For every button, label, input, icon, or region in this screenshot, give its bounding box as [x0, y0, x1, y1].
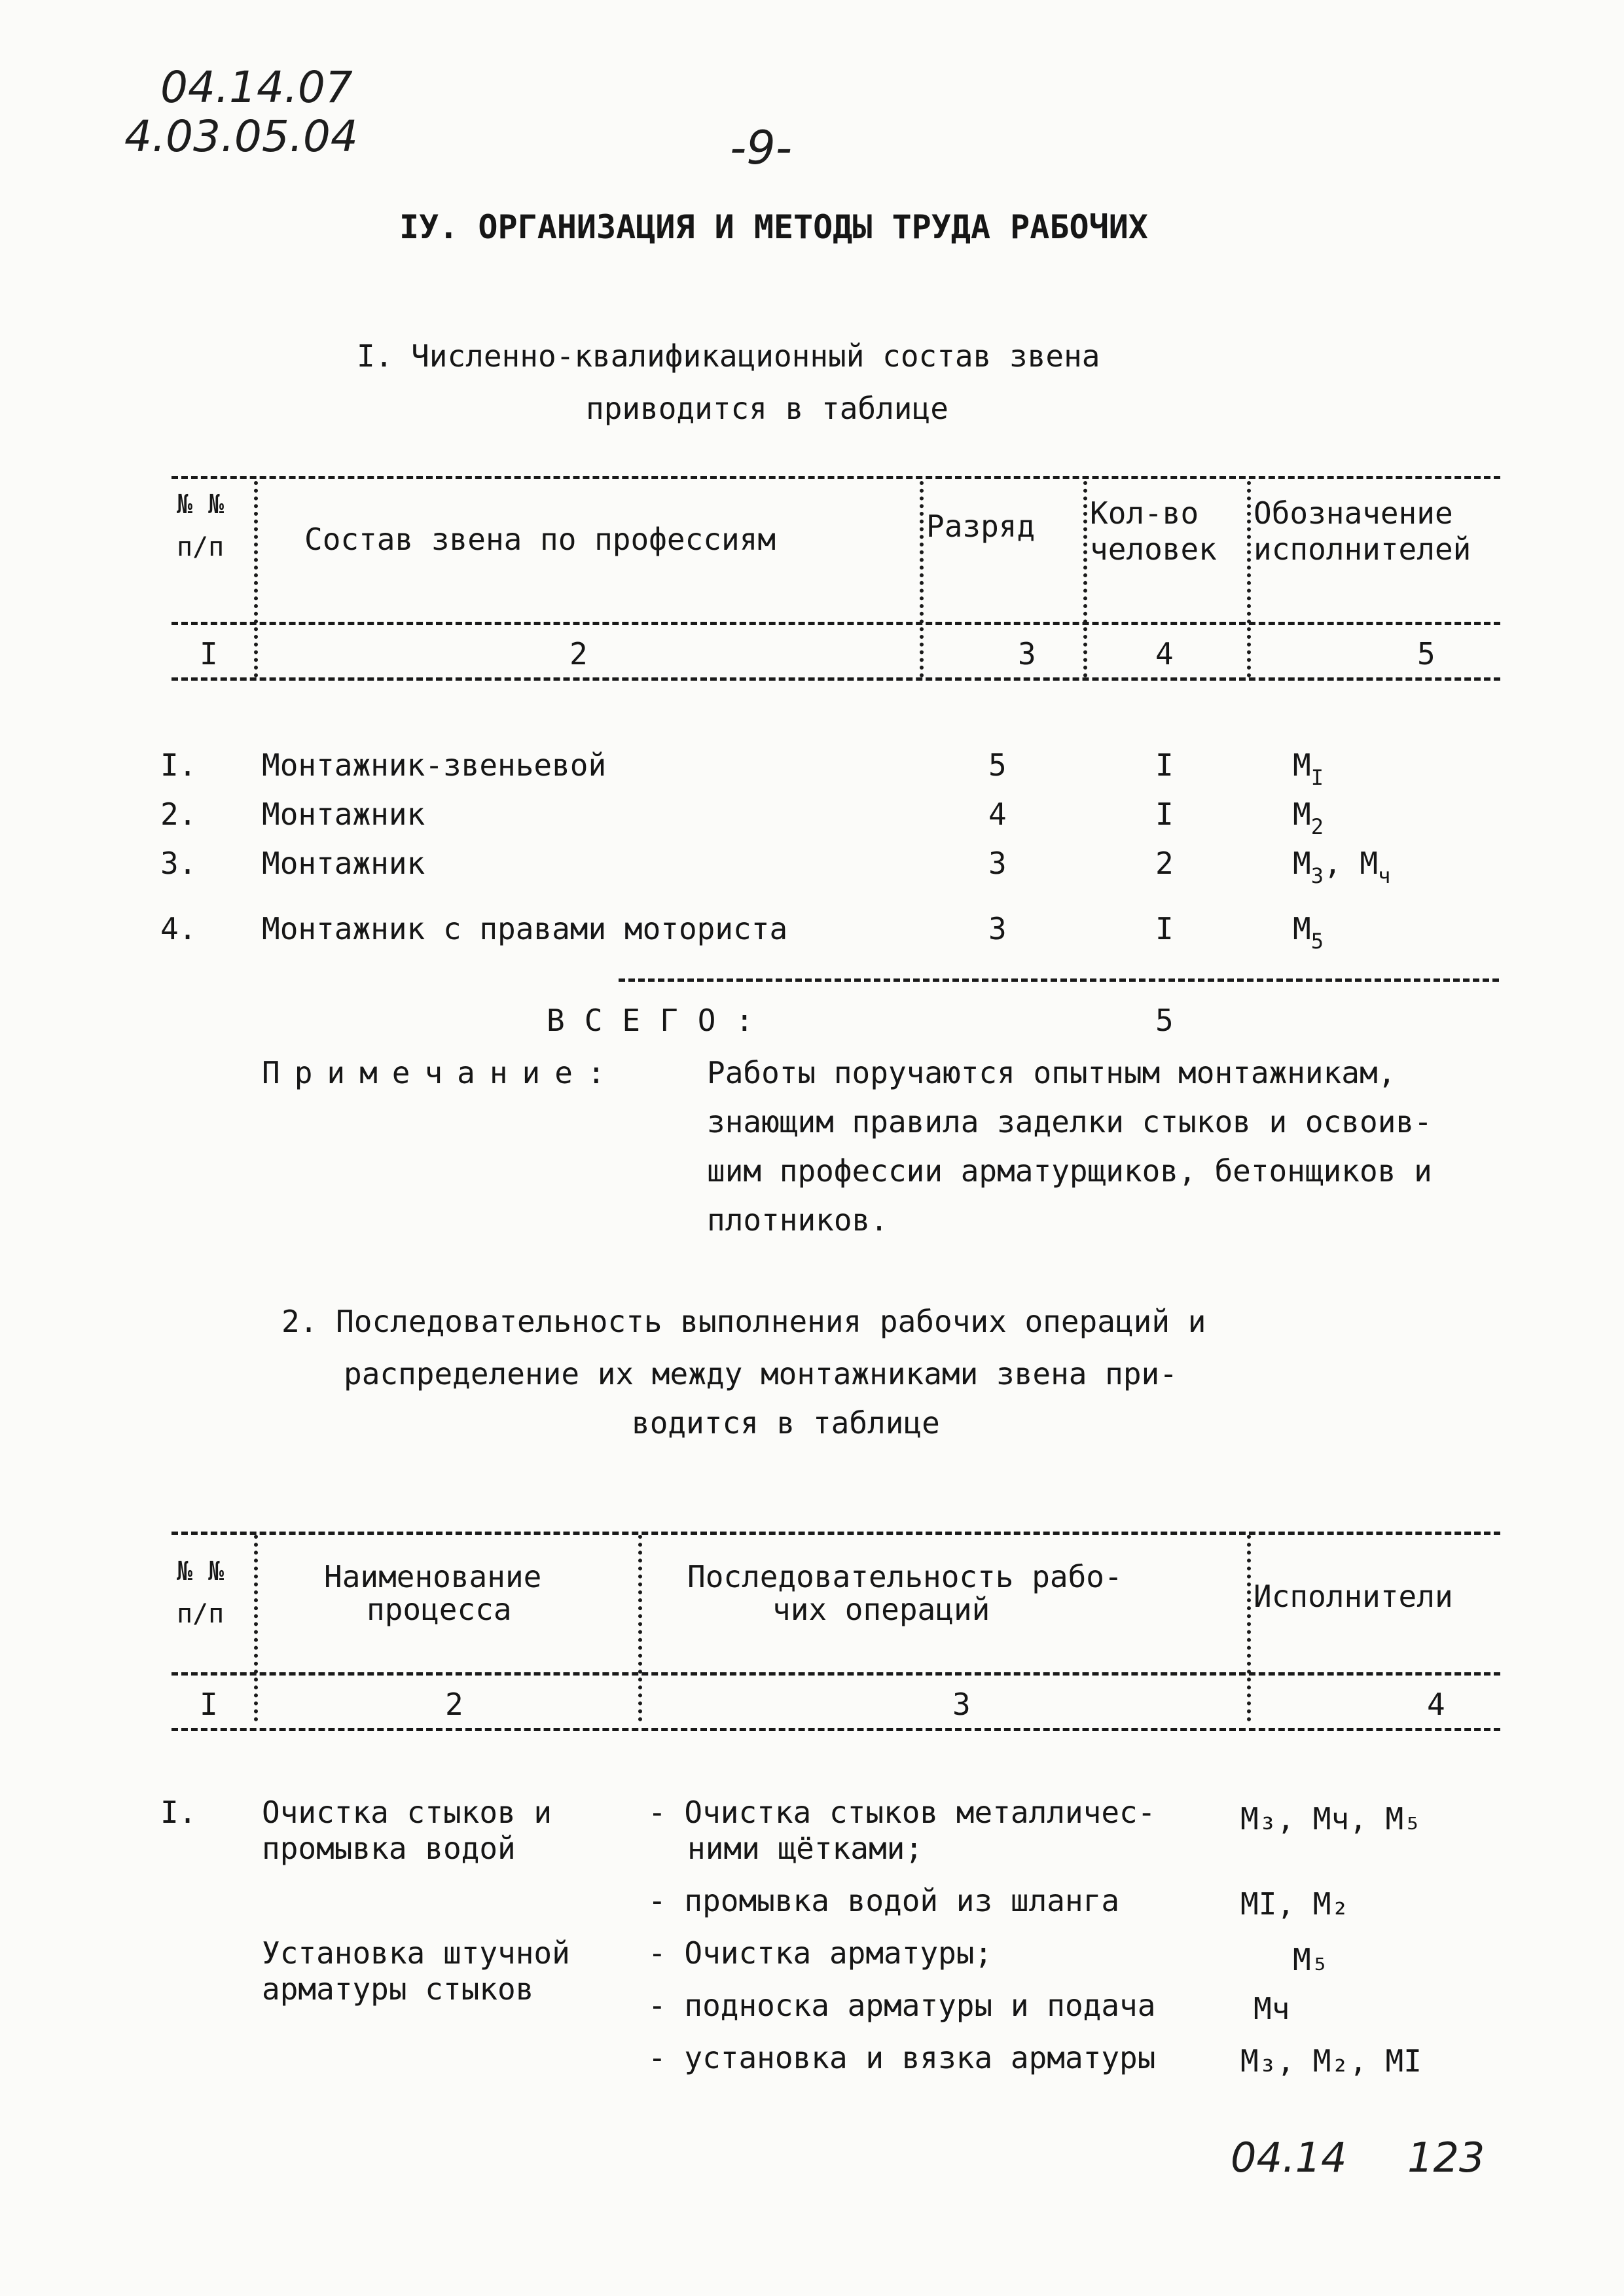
table2-mid-rule: [171, 1672, 1500, 1676]
table2-colnum-3: 3: [952, 1687, 971, 1722]
table1-header-exec-a: Обозначение: [1254, 495, 1453, 531]
note-line: знающим правила заделки стыков и освоив-: [707, 1104, 1432, 1139]
table1-header-profession: Состав звена по профессиям: [304, 522, 776, 557]
note-label: Примечание:: [262, 1055, 620, 1090]
operation: ними щётками;: [687, 1831, 924, 1866]
total-rule: [619, 978, 1499, 982]
note-line: плотников.: [707, 1202, 888, 1238]
executors: М₃, М₂, МI: [1240, 2043, 1422, 2079]
handwritten-bottom-code: 04.14: [1231, 2134, 1347, 2181]
row-number: 4.: [160, 911, 197, 946]
note-line: Работы поручаются опытным монтажникам,: [707, 1055, 1396, 1090]
table2-header-exec: Исполнители: [1254, 1579, 1453, 1614]
table1-colnum-3: 3: [1018, 636, 1036, 672]
process-name: промывка водой: [262, 1831, 516, 1866]
row-number: 3.: [160, 846, 197, 881]
row-profession: Монтажник: [262, 797, 425, 832]
table2-header-process-b: процесса: [367, 1592, 512, 1627]
total-value: 5: [1155, 1003, 1174, 1038]
operation: - Очистка стыков металличес-: [648, 1795, 1156, 1830]
row-count: 2: [1155, 846, 1174, 881]
row-count: I: [1155, 797, 1174, 832]
row-profession: Монтажник с правами моториста: [262, 911, 788, 946]
row-designation: $М_3$, $М_ч$: [1293, 846, 1391, 888]
table1-mid-rule: [171, 622, 1500, 625]
note-line: шим профессии арматурщиков, бетонщиков и: [707, 1153, 1432, 1189]
operation: - подноска арматуры и подача: [648, 1988, 1156, 2023]
table1-colnum-5: 5: [1417, 636, 1435, 672]
row-profession: Монтажник: [262, 846, 425, 881]
operation: - промывка водой из шланга: [648, 1883, 1120, 1918]
table1-top-rule: [171, 476, 1500, 479]
row-count: I: [1155, 911, 1174, 946]
table2-header-num-a: № №: [177, 1556, 225, 1587]
operation: - Очистка арматуры;: [648, 1935, 993, 1971]
table2-header-process-a: Наименование: [324, 1559, 542, 1594]
row-count: I: [1155, 747, 1174, 783]
total-label: ВСЕГО:: [547, 1003, 774, 1038]
handwritten-code-line2: 4.03.05.04: [124, 111, 358, 162]
row-number: 2.: [160, 797, 197, 832]
table1-divider: [1083, 481, 1087, 677]
table1-header-num-a: № №: [177, 490, 225, 520]
row-designation: $М_I$: [1293, 747, 1324, 790]
executors: Мч: [1254, 1991, 1290, 2026]
executors: МI, М₂: [1240, 1886, 1350, 1922]
table1-header-exec-b: исполнителей: [1254, 531, 1471, 567]
row-number: I.: [160, 747, 197, 783]
part1-heading-line2: приводится в таблице: [586, 391, 948, 426]
table2-divider: [638, 1535, 642, 1721]
table1-header-num-b: п/п: [177, 532, 225, 562]
section-title: IУ. ОРГАНИЗАЦИЯ И МЕТОДЫ ТРУДА РАБОЧИХ: [399, 208, 1148, 246]
table1-colnum-4: 4: [1155, 636, 1174, 672]
part1-heading-line1: I. Численно-квалификационный состав звена: [357, 338, 1100, 374]
table2-colnum-2: 2: [445, 1687, 463, 1722]
table2-header-ops-a: Последовательность рабо-: [687, 1559, 1123, 1594]
operation: - установка и вязка арматуры: [648, 2040, 1156, 2075]
table1-divider: [920, 481, 924, 677]
table2-colnum-1: I: [200, 1687, 218, 1722]
handwritten-bottom-number: 123: [1407, 2134, 1485, 2181]
executors: М₃, Мч, М₅: [1240, 1801, 1422, 1837]
row-grade: 3: [988, 846, 1007, 881]
table2-row-number: I.: [160, 1795, 197, 1830]
table1-divider: [254, 481, 258, 677]
table1-divider: [1247, 481, 1251, 677]
row-profession: Монтажник-звеньевой: [262, 747, 607, 783]
table2-header-num-b: п/п: [177, 1599, 225, 1629]
table2-divider: [254, 1535, 258, 1721]
process-name: Установка штучной: [262, 1935, 570, 1971]
process-name: арматуры стыков: [262, 1971, 534, 2007]
executors: М₅: [1293, 1942, 1329, 1977]
table1-header-count-a: Кол-во: [1090, 495, 1199, 531]
handwritten-code-line1: 04.14.07: [160, 62, 353, 113]
part2-heading-line1: 2. Последовательность выполнения рабочих операций и: [281, 1304, 1206, 1339]
table1-colnum-2: 2: [569, 636, 588, 672]
table1-header-grade: Разряд: [926, 509, 1036, 544]
part2-heading-line3: водится в таблице: [632, 1405, 940, 1441]
table1-colnum-1: I: [200, 636, 218, 672]
row-grade: 4: [988, 797, 1007, 832]
table2-bottom-rule: [171, 1728, 1500, 1731]
table2-top-rule: [171, 1532, 1500, 1535]
table1-header-count-b: человек: [1090, 531, 1217, 567]
row-designation: $М_2$: [1293, 797, 1324, 839]
table2-header-ops-b: чих операций: [772, 1592, 990, 1627]
row-grade: 5: [988, 747, 1007, 783]
table2-colnum-4: 4: [1427, 1687, 1445, 1722]
page-number: -9-: [730, 121, 793, 175]
table2-divider: [1247, 1535, 1251, 1721]
part2-heading-line2: распределение их между монтажниками звена при-: [344, 1356, 1178, 1391]
row-designation: $М_5$: [1293, 911, 1324, 954]
table1-bottom-rule: [171, 677, 1500, 681]
row-grade: 3: [988, 911, 1007, 946]
process-name: Очистка стыков и: [262, 1795, 552, 1830]
